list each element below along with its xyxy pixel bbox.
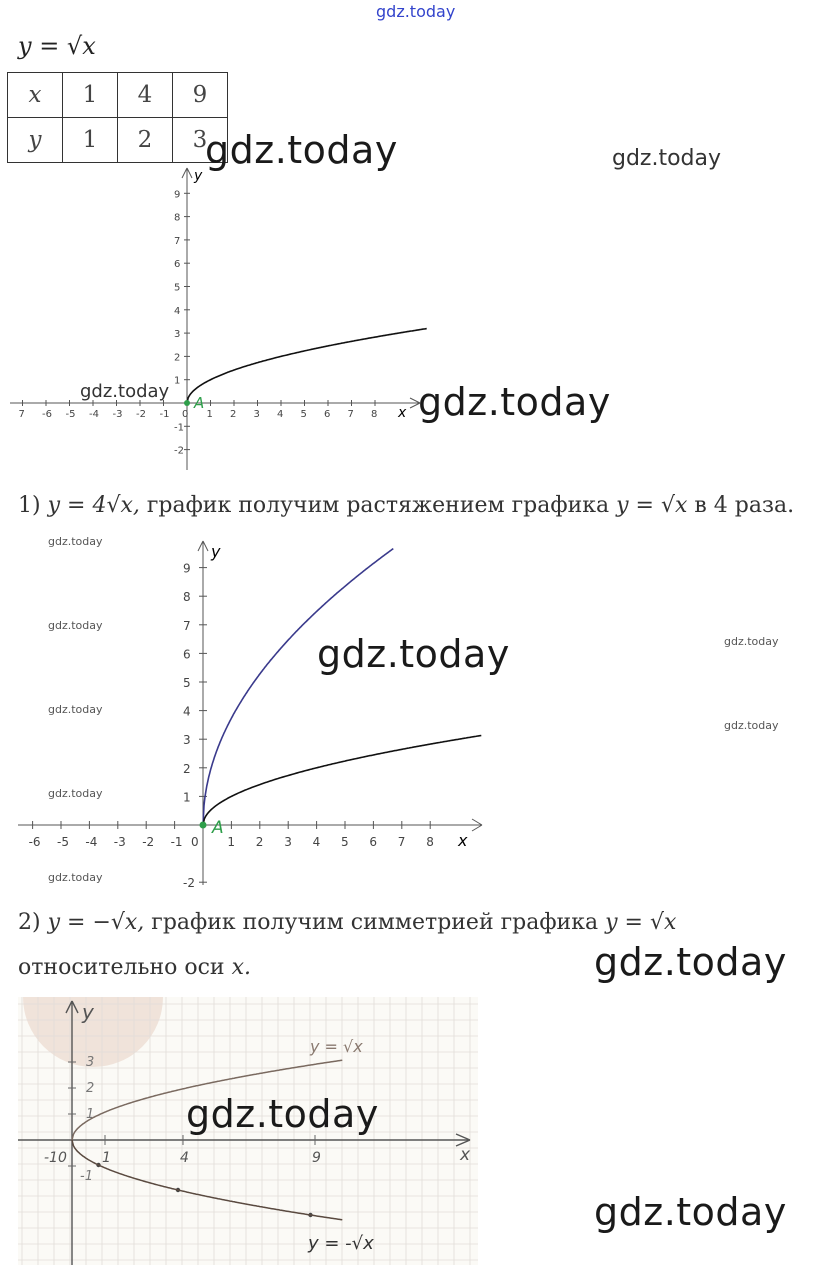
x-tick-label: -1 (44, 1150, 58, 1166)
x-tick-label: 7 (18, 409, 25, 420)
watermark: gdz.today (418, 380, 611, 424)
table-cell: 1 (63, 118, 118, 163)
watermark: gdz.today (612, 146, 722, 171)
table-header-y: y (8, 118, 63, 163)
y-tick-label: 3 (183, 733, 191, 748)
table-header-x: x (8, 73, 63, 118)
x-tick-label: -1 (170, 835, 183, 849)
watermark-top: gdz.today (376, 2, 456, 21)
sqrt-curve (187, 329, 427, 403)
x-tick-label: 4 (277, 409, 284, 420)
y-tick-label: 2 (174, 352, 181, 364)
watermark: gdz.today (594, 1190, 787, 1234)
table-row (8, 73, 228, 118)
x-tick-label: 0 (58, 1150, 67, 1166)
graph-stretch (14, 535, 489, 890)
stretched-curve (203, 549, 393, 825)
x-tick-label: 4 (312, 835, 321, 849)
values-table (7, 72, 228, 163)
item-text2: в 4 раза. (694, 493, 795, 518)
y-tick-label: -1 (80, 1169, 93, 1184)
watermark: gdz.today (317, 632, 510, 676)
point-a-label: A (212, 818, 224, 838)
x-tick-label: 7 (397, 835, 406, 849)
y-tick-label: 4 (174, 305, 181, 317)
x-tick-label: 6 (324, 409, 331, 420)
watermark: gdz.today (594, 940, 787, 984)
watermark: gdz.today (80, 381, 170, 402)
x-tick-label: 3 (253, 409, 260, 420)
y-tick-label: 8 (174, 212, 181, 224)
item1-line (18, 493, 794, 518)
y-tick-label: -2 (183, 876, 195, 890)
x-tick-label: -2 (136, 409, 146, 420)
x-tick-label: -6 (28, 835, 41, 849)
y-tick-label: 2 (183, 761, 191, 776)
x-tick-label: -5 (57, 835, 69, 849)
x-axis-label: x (458, 831, 468, 850)
y-tick-label: 1 (183, 790, 191, 805)
item-text: график получим растяжением графика (146, 493, 610, 518)
watermark-small: gdz.today (48, 619, 103, 632)
y-tick-label: 5 (183, 676, 191, 690)
item-text: относительно оси (18, 955, 225, 980)
x-tick-label: 9 (312, 1150, 321, 1166)
watermark-small: gdz.today (48, 871, 103, 884)
x-tick-label: -3 (113, 835, 126, 849)
item-number: 1) (18, 493, 41, 518)
x-tick-label: 1 (227, 835, 236, 849)
point-a-label: A (194, 394, 205, 412)
y-tick-label: 1 (174, 375, 181, 387)
watermark-small: gdz.today (48, 787, 103, 800)
y-tick-label: 2 (86, 1081, 95, 1096)
item-number: 2) (18, 910, 41, 935)
y-axis-label: y (211, 542, 221, 561)
table-row (8, 118, 228, 163)
x-tick-label: -4 (89, 409, 99, 420)
y-tick-label: 9 (174, 189, 181, 201)
y-tick-label: 3 (86, 1055, 95, 1070)
y-tick-label: -2 (174, 445, 184, 457)
x-tick-label: 0 (182, 409, 189, 420)
y-tick-label: 6 (174, 259, 181, 271)
y-axis-label: y (194, 168, 203, 184)
table-cell: 1 (63, 73, 118, 118)
y-axis-label: y (82, 1000, 94, 1024)
y-tick-label: 5 (174, 282, 181, 294)
watermark-small: gdz.today (48, 535, 103, 548)
x-tick-label: -5 (65, 409, 76, 420)
item-formula2: y = √x (616, 493, 688, 518)
y-tick-label: 8 (183, 590, 191, 605)
x-tick-label: 2 (255, 835, 264, 849)
x-tick-label: 4 (180, 1150, 189, 1166)
point-a (184, 400, 190, 406)
x-tick-label: 0 (191, 835, 199, 849)
item2-line2 (18, 955, 251, 980)
y-tick-label: 6 (183, 647, 191, 662)
item2-line1 (18, 910, 676, 935)
x-tick-label: 2 (230, 409, 237, 420)
x-tick-label: -6 (42, 409, 52, 420)
y-tick-label: 9 (183, 561, 191, 576)
x-tick-label: -1 (159, 409, 170, 420)
y-tick-label: 3 (174, 329, 181, 341)
item-formula2: y = √x (605, 910, 677, 935)
x-tick-label: 6 (369, 835, 378, 849)
x-tick-label: 5 (300, 409, 307, 420)
x-tick-label: -4 (85, 835, 98, 849)
y-tick-label: -1 (174, 422, 184, 434)
y-tick-label: 1 (86, 1107, 95, 1122)
watermark: gdz.today (186, 1092, 379, 1136)
x-axis-label: x (398, 405, 407, 421)
x-tick-label: -3 (112, 409, 123, 420)
x-tick-label: 5 (341, 835, 349, 849)
table-cell: 2 (118, 118, 173, 163)
watermark-small: gdz.today (724, 635, 779, 648)
x-tick-label: 7 (347, 409, 354, 420)
watermark: gdz.today (205, 128, 398, 172)
table-cell: 9 (173, 73, 228, 118)
x-tick-label: -2 (142, 835, 155, 849)
point-a (200, 822, 207, 829)
table-cell: 4 (118, 73, 173, 118)
watermark-small: gdz.today (724, 719, 779, 732)
axis-name: x. (231, 955, 251, 980)
watermark-small: gdz.today (48, 703, 103, 716)
item-formula: y = −√x, (47, 910, 145, 935)
x-tick-label: 3 (284, 835, 292, 849)
x-axis-label: x (460, 1145, 471, 1165)
item-text: график получим симметрией графика (151, 910, 599, 935)
y-tick-label: 7 (183, 618, 191, 633)
x-tick-label: 1 (206, 409, 213, 420)
sqrt-curve (203, 736, 481, 826)
x-tick-label: 1 (102, 1150, 111, 1166)
item-formula: y = 4√x, (47, 493, 140, 518)
x-tick-label: 8 (371, 409, 378, 420)
y-tick-label: 7 (174, 235, 181, 247)
table-cell: 3 (173, 118, 228, 163)
x-tick-label: 8 (426, 835, 434, 849)
intro-formula: y = √x (18, 32, 96, 60)
lower-curve-label: y = -√x (308, 1233, 374, 1254)
upper-curve-label: y = √x (310, 1037, 363, 1056)
y-tick-label: 4 (183, 704, 191, 719)
graph-sqrt (10, 160, 430, 475)
